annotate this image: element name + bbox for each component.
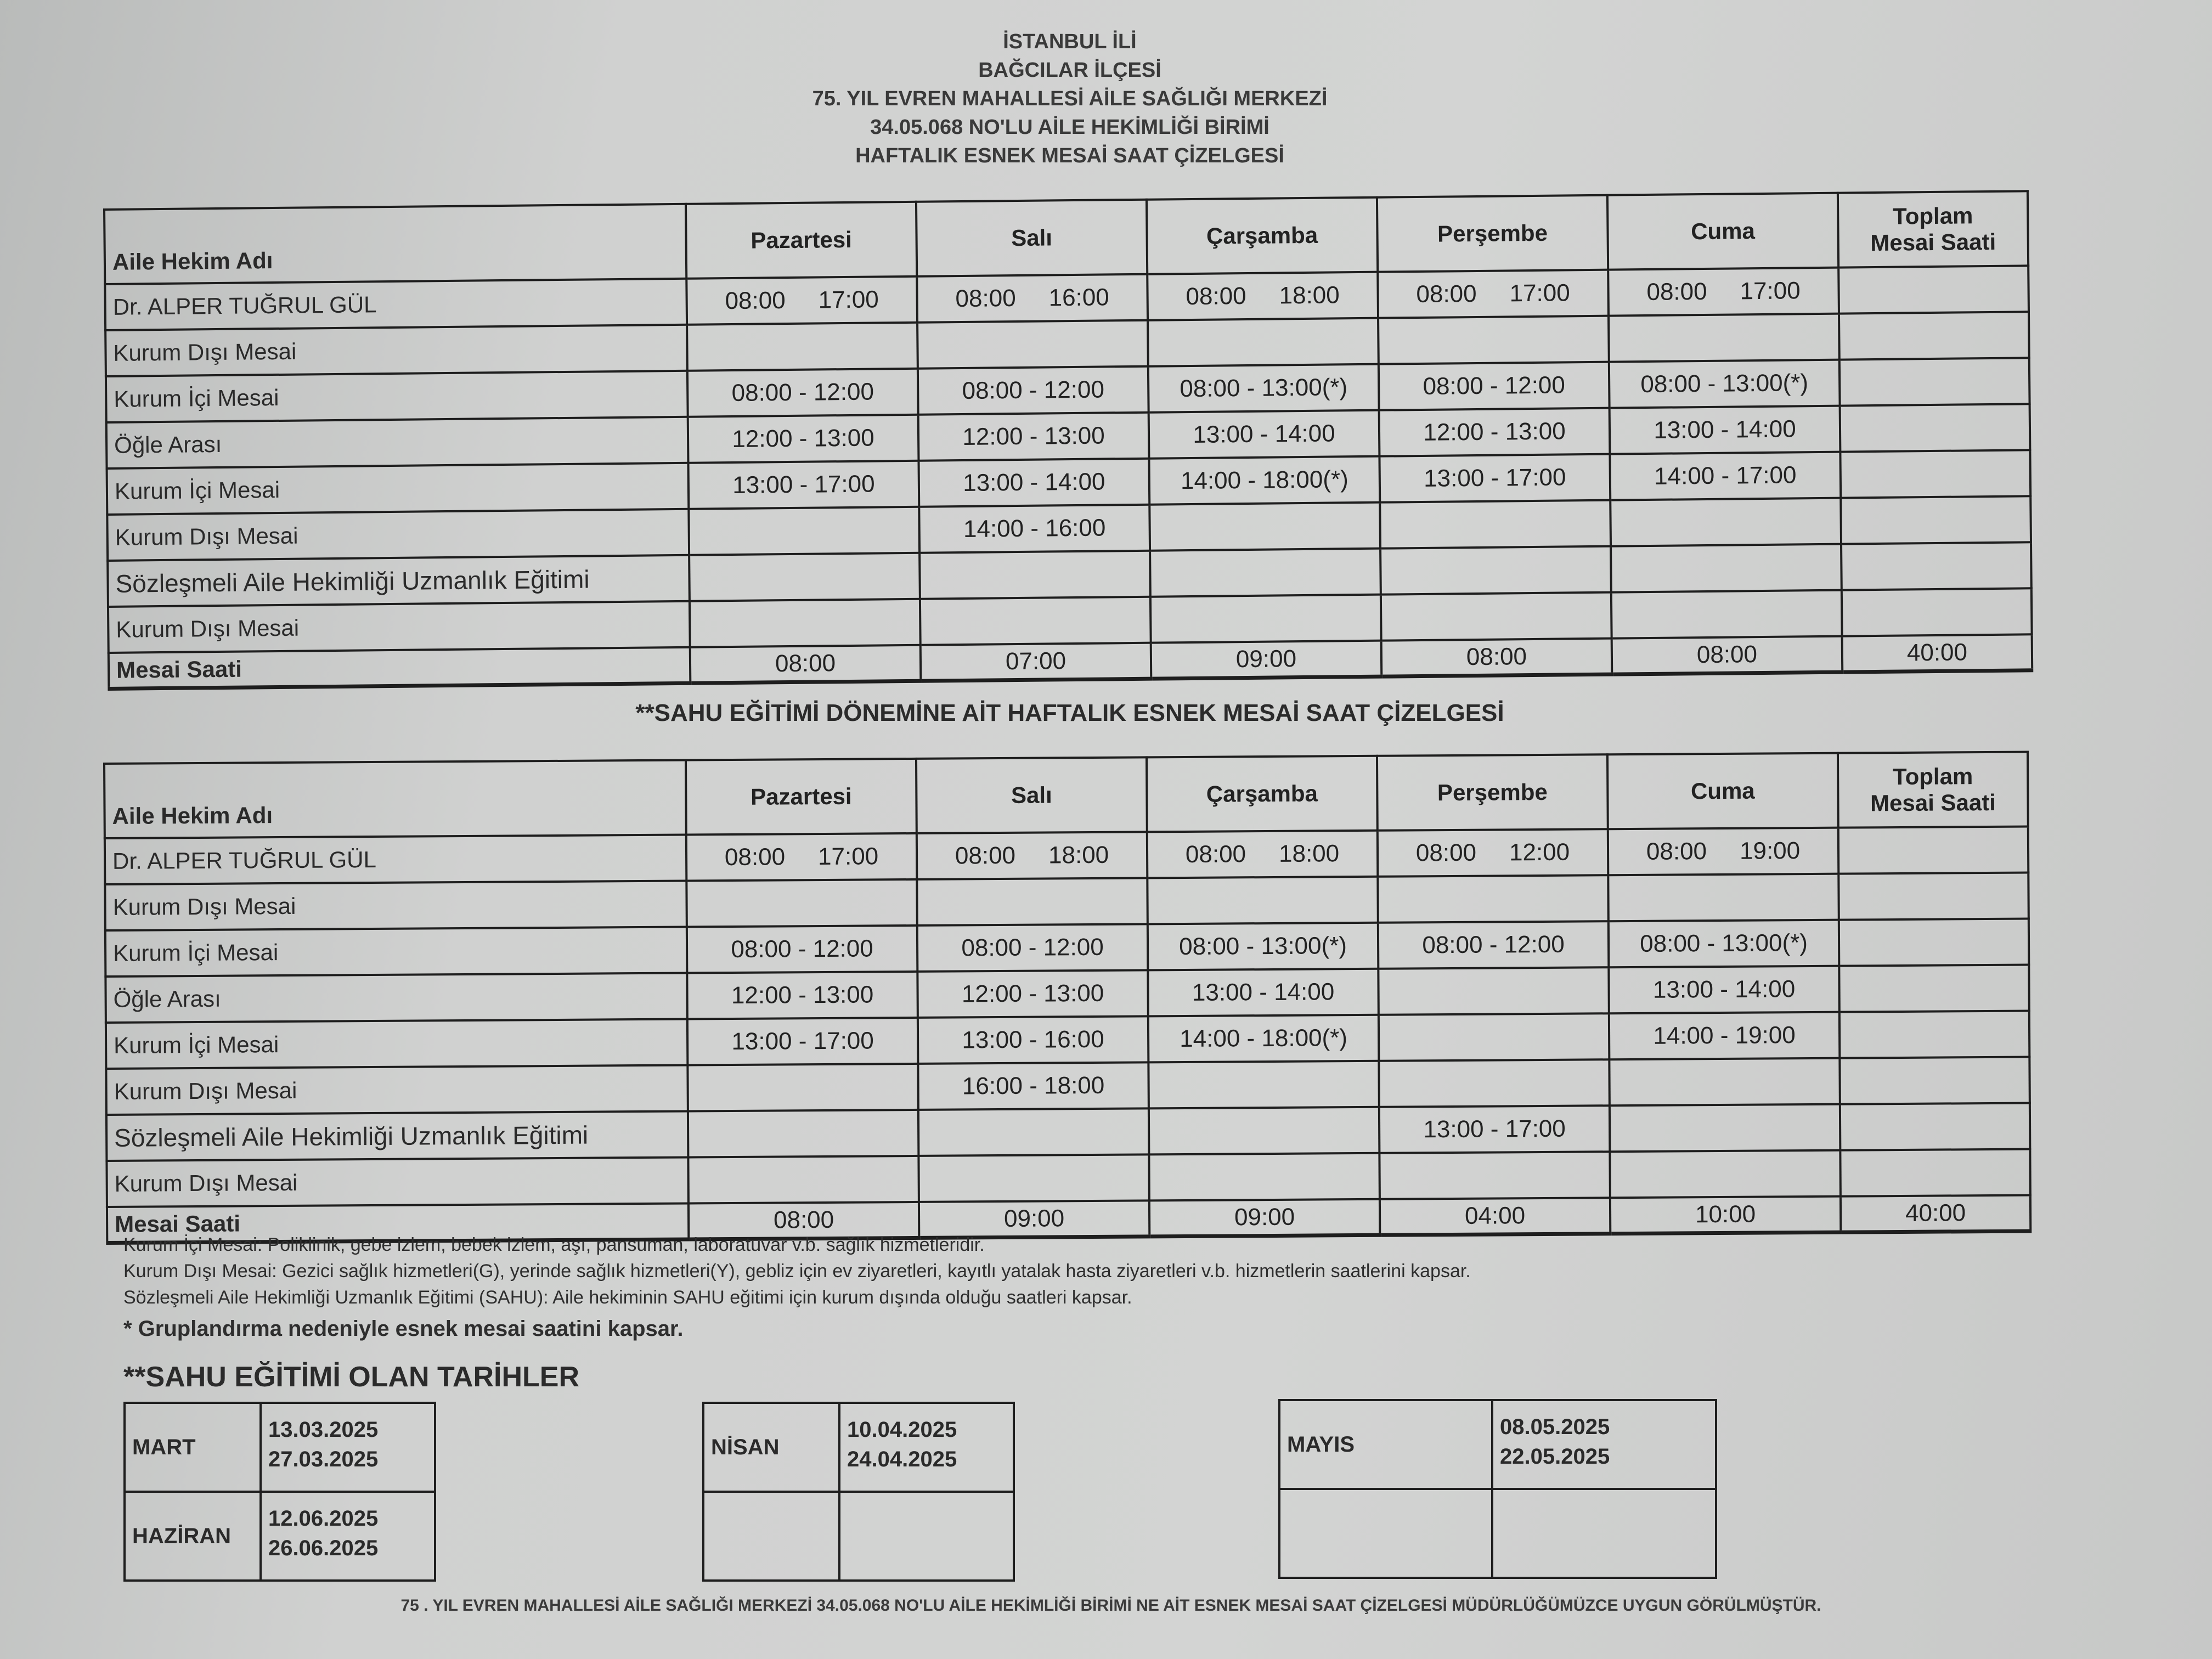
- mesai-cell: 10:00: [1610, 1197, 1841, 1234]
- column-header-total: Toplam Mesai Saati: [1838, 191, 2028, 267]
- footnote-sahu: Sözleşmeli Aile Hekimliği Uzmanlık Eğitimi (SAHU): Aile hekiminin SAHU eğitimi için kurum dışında olduğu saatleri kapsar.: [123, 1287, 1132, 1308]
- mesai-cell: 09:00: [1151, 641, 1382, 679]
- table-cell: 08:00 - 13:00(*): [1609, 360, 1840, 408]
- row-label-kurum-disi: Kurum Dışı Mesai: [106, 1065, 687, 1115]
- header-province: İSTANBUL İLİ: [1003, 30, 1137, 53]
- table-cell: 13:00 - 16:00: [918, 1016, 1149, 1064]
- row-label-doctor: Dr. ALPER TUĞRUL GÜL: [105, 279, 687, 330]
- table-cell: [1839, 965, 2029, 1012]
- table-cell: [918, 1108, 1149, 1156]
- doctor-hours-cell: 08:00 18:00: [917, 832, 1148, 879]
- table-cell: 08:00 - 12:00: [1378, 921, 1609, 969]
- dates-table-mayis: [1278, 1399, 1717, 1579]
- header-center: 75. YIL EVREN MAHALLESİ AİLE SAĞLIĞI MERKEZİ: [812, 87, 1328, 110]
- month-label: MART: [125, 1403, 261, 1492]
- table-cell: [1149, 503, 1380, 551]
- table-cell: 12:00 - 13:00: [918, 413, 1149, 461]
- row-label-kurum-disi: Kurum Dışı Mesai: [105, 881, 686, 930]
- dates-table-nisan: [702, 1402, 1015, 1582]
- sahu-subtitle: **SAHU EĞİTİMİ DÖNEMİNE AİT HAFTALIK ESNEK MESAİ SAAT ÇİZELGESİ: [635, 699, 1504, 726]
- table-cell: [689, 507, 919, 555]
- row-label-kurum-disi: Kurum Dışı Mesai: [108, 601, 690, 653]
- table-cell: [1149, 1107, 1380, 1155]
- doctor-hours-cell: 08:00 17:00: [1378, 270, 1609, 318]
- table-cell: [1611, 544, 1842, 592]
- table-cell: [1840, 1149, 2030, 1197]
- table-cell: [919, 551, 1150, 599]
- table-cell: [1380, 500, 1611, 549]
- table-cell: 13:00 - 17:00: [687, 1018, 918, 1065]
- table-cell: [917, 878, 1148, 926]
- column-header-day: Çarşamba: [1147, 756, 1378, 832]
- table-cell: [1379, 1013, 1610, 1061]
- total-hours-cell: 40:00: [1841, 1195, 2030, 1233]
- table-cell: [688, 1110, 919, 1158]
- table-cell: [1609, 314, 1839, 362]
- dates-row: [125, 1403, 435, 1492]
- table-cell: [1378, 316, 1609, 364]
- table-cell: 12:00 - 13:00: [1379, 408, 1610, 456]
- doctor-hours-cell: 08:00 17:00: [686, 276, 917, 325]
- table-cell: [1839, 312, 2029, 359]
- date-cell: 08.05.2025 22.05.2025: [1492, 1400, 1716, 1489]
- table-cell: 12:00 - 13:00: [687, 972, 918, 1019]
- table-cell: 14:00 - 18:00(*): [1148, 1015, 1379, 1063]
- column-header-day: Çarşamba: [1147, 198, 1378, 274]
- table-cell: 08:00 - 12:00: [1379, 362, 1610, 410]
- month-label: MAYIS: [1279, 1400, 1492, 1489]
- table-cell: [1839, 358, 2030, 405]
- table-cell: [1841, 496, 2031, 544]
- table-cell: [1379, 1152, 1610, 1199]
- column-header-name: Aile Hekim Adı: [104, 760, 686, 838]
- row-label-doctor: Dr. ALPER TUĞRUL GÜL: [105, 835, 686, 884]
- column-header-total: Toplam Mesai Saati: [1838, 752, 2028, 828]
- row-label-kurum-ici: Kurum İçi Mesai: [106, 1019, 687, 1069]
- month-label-empty: [1279, 1489, 1492, 1578]
- table-cell: 13:00 - 14:00: [918, 459, 1149, 507]
- mesai-cell: 08:00: [1612, 636, 1843, 675]
- footnotes: [123, 1232, 1471, 1311]
- total-hours-cell: 40:00: [1842, 634, 2033, 672]
- footnote-kurum-disi: Kurum Dışı Mesai: Gezici sağlık hizmetleri(G), yerinde sağlık hizmetleri(Y), gebliz için ev ziyaretleri, kayıtlı yatalak hasta ziyaretleri v.b. hizmetlerin saatlerini kapsar.: [123, 1261, 1471, 1282]
- table-cell: 08:00 - 12:00: [687, 926, 918, 973]
- row-label-kurum-ici: Kurum İçi Mesai: [105, 927, 687, 977]
- table-cell: 08:00 - 12:00: [917, 924, 1148, 972]
- mesai-cell: 08:00: [1381, 639, 1612, 677]
- month-label-empty: [703, 1492, 839, 1581]
- table-cell: [1840, 450, 2030, 498]
- table-cell: [1378, 875, 1609, 923]
- mesai-cell: 08:00: [689, 1202, 919, 1239]
- row-label-kurum-disi: Kurum Dışı Mesai: [107, 509, 689, 561]
- dates-row: [703, 1403, 1014, 1492]
- row-label-ogle: Öğle Arası: [105, 973, 687, 1023]
- row-label-sahu: Sözleşmeli Aile Hekimliği Uzmanlık Eğitimi: [108, 555, 690, 607]
- table-cell: [690, 599, 921, 647]
- column-header-name: Aile Hekim Adı: [104, 204, 686, 284]
- table-cell: [687, 1064, 918, 1111]
- row-label-kurum-disi: Kurum Dışı Mesai: [106, 1157, 688, 1206]
- header-district: BAĞCILAR İLÇESİ: [978, 59, 1161, 82]
- sahu-dates-title: **SAHU EĞİTİMİ OLAN TARİHLER: [123, 1361, 580, 1393]
- doctor-hours-cell: 08:00 17:00: [686, 833, 917, 881]
- table-cell: [1148, 1061, 1379, 1109]
- doctor-hours-cell: 08:00 18:00: [1147, 831, 1378, 878]
- date-cell: 12.06.2025 26.06.2025: [261, 1492, 435, 1581]
- table-cell: [1150, 549, 1381, 597]
- approval-footer: 75 . YIL EVREN MAHALLESİ AİLE SAĞLIĞI MERKEZİ 34.05.068 NO'LU AİLE HEKİMLİĞİ BİRİMİ NE AİT ESNEK MESAİ SAAT ÇİZELGESİ MÜDÜRLÜĞÜMÜZCE UYGUN GÖRÜLMÜŞTÜR.: [400, 1596, 1821, 1615]
- table-cell: [1839, 919, 2029, 966]
- table-cell: [1149, 1153, 1380, 1201]
- table-cell: [1611, 590, 1842, 639]
- row-label-ogle: Öğle Arası: [106, 417, 689, 469]
- row-label-mesai: Mesai Saati: [109, 647, 691, 689]
- table-cell: [1610, 1104, 1841, 1152]
- table-cell: 08:00 - 12:00: [687, 369, 918, 417]
- table-cell: [1842, 588, 2032, 636]
- mesai-cell: 04:00: [1380, 1198, 1610, 1235]
- document-header: [686, 27, 1454, 170]
- date-cell-empty: [839, 1492, 1014, 1581]
- column-header-day: Cuma: [1607, 193, 1838, 270]
- table-cell: [1378, 967, 1609, 1015]
- table-cell: [1380, 546, 1611, 595]
- table-cell: 14:00 - 19:00: [1609, 1012, 1840, 1060]
- column-header-day: Salı: [916, 200, 1147, 276]
- table-cell: 13:00 - 14:00: [1610, 406, 1841, 454]
- table-cell: [1839, 1057, 2030, 1104]
- table-cell: [920, 597, 1151, 645]
- table-cell: [1840, 404, 2030, 452]
- table-cell: 16:00 - 18:00: [918, 1062, 1149, 1110]
- table-cell: [688, 1156, 919, 1204]
- table-cell: 13:00 - 17:00: [1379, 454, 1610, 503]
- footnote-grouping: * Gruplandırma nedeniyle esnek mesai saatini kapsar.: [123, 1317, 684, 1341]
- table-cell: [1839, 1011, 2030, 1058]
- table-cell: [1608, 874, 1839, 922]
- doctor-hours-cell: 08:00 16:00: [917, 274, 1148, 323]
- mesai-cell: 07:00: [921, 643, 1152, 681]
- row-label-mesai: Mesai Saati: [107, 1203, 689, 1243]
- table-cell: [689, 553, 920, 601]
- table-cell: 13:00 - 14:00: [1149, 410, 1380, 459]
- table-cell: 08:00 - 13:00(*): [1148, 364, 1379, 413]
- row-label-kurum-disi: Kurum Dışı Mesai: [105, 325, 687, 376]
- table-cell: [1381, 592, 1612, 641]
- table-cell: [918, 1154, 1149, 1202]
- table-cell: [687, 323, 918, 371]
- date-cell: 13.03.2025 27.03.2025: [261, 1403, 435, 1492]
- table-cell: 08:00 - 13:00(*): [1609, 920, 1839, 968]
- table-cell: [1150, 595, 1381, 643]
- table-cell: 13:00 - 14:00: [1609, 966, 1839, 1014]
- table-cell: 14:00 - 16:00: [919, 505, 1150, 553]
- dates-row: [1279, 1400, 1716, 1489]
- date-cell: 10.04.2025 24.04.2025: [839, 1403, 1014, 1492]
- dates-table-mart-haziran: [123, 1402, 436, 1582]
- footnote-kurum-ici: Kurum İçi Mesai: Poliklinik, gebe izlem, bebek izlem, aşı, pansuman, laboratuvar v.b. sağlık hizmetleridir.: [123, 1234, 985, 1255]
- row-label-kurum-ici: Kurum İçi Mesai: [107, 463, 689, 515]
- table-cell: [1148, 318, 1379, 366]
- column-header-day: Perşembe: [1377, 754, 1608, 831]
- table-cell: [1840, 1103, 2030, 1150]
- mesai-cell: 08:00: [690, 645, 921, 684]
- total-cell-empty: [1838, 827, 2029, 874]
- table-cell: 12:00 - 13:00: [917, 970, 1148, 1018]
- table-cell: 14:00 - 17:00: [1610, 452, 1841, 500]
- month-label: HAZİRAN: [125, 1492, 261, 1581]
- table-cell: [1610, 1150, 1841, 1198]
- column-header-day: Pazartesi: [686, 759, 917, 835]
- table-cell: [686, 879, 917, 927]
- table-cell: [1838, 873, 2029, 920]
- mesai-cell: 09:00: [1149, 1199, 1380, 1237]
- table-cell: [917, 320, 1148, 369]
- schedule-table-weekly: [103, 190, 2033, 691]
- schedule-table-sahu: [103, 751, 2032, 1245]
- doctor-hours-cell: 08:00 18:00: [1147, 272, 1378, 320]
- table-cell: 12:00 - 13:00: [688, 415, 919, 463]
- table-cell: [1609, 1058, 1840, 1106]
- table-cell: [1841, 542, 2032, 590]
- column-header-day: Cuma: [1607, 753, 1838, 830]
- column-header-day: Perşembe: [1377, 195, 1608, 272]
- header-unit: 34.05.068 NO'LU AİLE HEKİMLİĞİ BİRİMİ: [870, 116, 1269, 139]
- doctor-hours-cell: 08:00 12:00: [1378, 829, 1609, 877]
- table-cell: 13:00 - 17:00: [689, 461, 919, 509]
- column-header-day: Salı: [916, 757, 1147, 833]
- dates-row: [1279, 1489, 1716, 1578]
- table-cell: 08:00 - 12:00: [918, 366, 1149, 415]
- table-cell: 13:00 - 17:00: [1379, 1105, 1610, 1153]
- column-header-day: Pazartesi: [686, 202, 917, 279]
- table-cell: [1147, 877, 1378, 924]
- table-header-row: [104, 752, 2028, 838]
- header-title: HAFTALIK ESNEK MESAİ SAAT ÇİZELGESİ: [855, 144, 1284, 167]
- dates-row: [703, 1492, 1014, 1581]
- table-cell: [1379, 1059, 1610, 1107]
- row-label-sahu: Sözleşmeli Aile Hekimliği Uzmanlık Eğitimi: [106, 1111, 688, 1161]
- table-cell: [1610, 498, 1841, 546]
- date-cell-empty: [1492, 1489, 1716, 1578]
- month-label: NİSAN: [703, 1403, 839, 1492]
- row-label-kurum-ici: Kurum İçi Mesai: [106, 371, 688, 422]
- table-cell: 08:00 - 13:00(*): [1148, 923, 1379, 970]
- table-cell: 13:00 - 14:00: [1148, 969, 1379, 1017]
- doctor-hours-cell: 08:00 19:00: [1608, 828, 1839, 876]
- table-cell: 14:00 - 18:00(*): [1149, 456, 1380, 505]
- doctor-hours-cell: 08:00 17:00: [1608, 268, 1839, 316]
- dates-row: [125, 1492, 435, 1581]
- total-cell-empty: [1838, 266, 2029, 313]
- mesai-cell: 09:00: [919, 1200, 1149, 1238]
